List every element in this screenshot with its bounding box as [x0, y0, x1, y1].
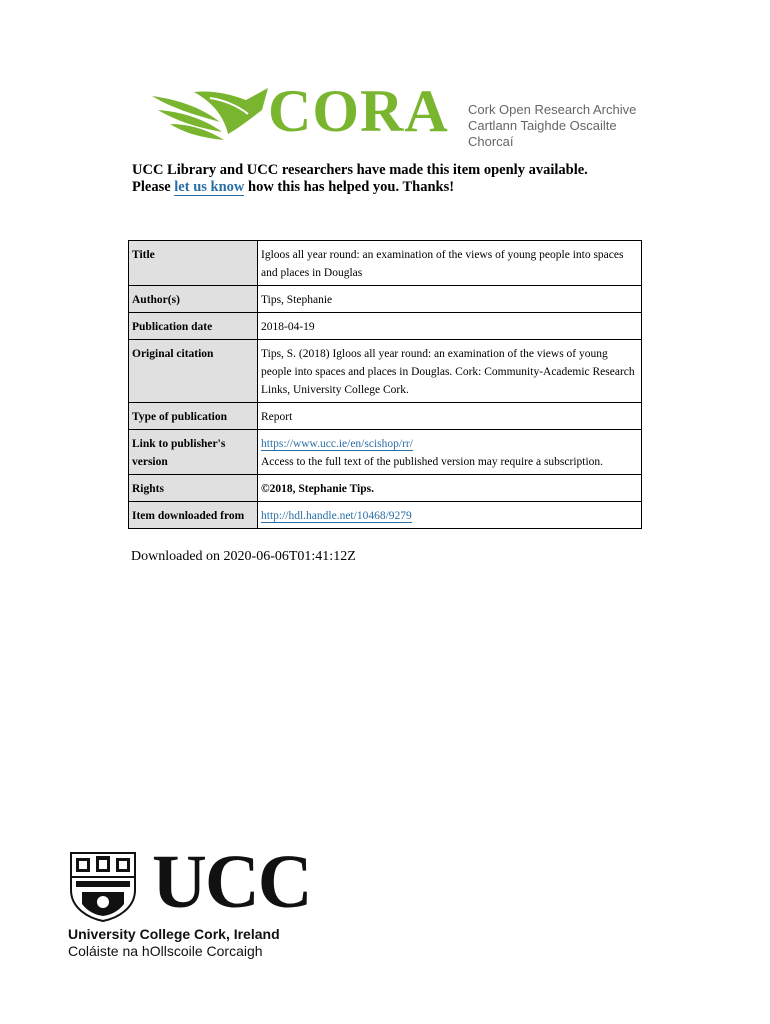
cora-subtitle — [468, 102, 660, 150]
table-row — [129, 313, 642, 340]
table-row — [129, 241, 642, 286]
cora-wordmark: CORA — [268, 78, 449, 144]
ucc-name-en: University College Cork, Ireland — [68, 926, 280, 942]
publisher-link-cell — [258, 430, 642, 475]
let-us-know-link[interactable]: let us know — [174, 179, 245, 195]
table-row — [129, 403, 642, 430]
table-row — [129, 286, 642, 313]
cora-subtitle-en: Cork Open Research Archive — [468, 102, 637, 117]
authors-label: Author(s) — [129, 286, 258, 313]
publisher-link[interactable]: https://www.ucc.ie/en/scishop/rr/ — [261, 438, 413, 450]
cora-logo — [150, 78, 660, 149]
rights-value: ©2018, Stephanie Tips. — [258, 475, 642, 502]
notice-line-2-after: how this has helped you. Thanks! — [244, 179, 455, 195]
pubdate-label: Publication date — [129, 313, 258, 340]
cora-leaves-icon — [150, 86, 270, 142]
table-row — [129, 502, 642, 529]
notice-line-2 — [132, 179, 652, 196]
notice-line-1: UCC Library and UCC researchers have made this item openly available. — [132, 162, 588, 178]
table-row — [129, 475, 642, 502]
publisher-link-label: Link to publisher's version — [129, 430, 258, 475]
item-downloaded-from-label: Item downloaded from — [129, 502, 258, 529]
notice-line-2-before: Please — [132, 179, 175, 195]
ucc-wordmark: UCC — [152, 840, 311, 924]
cora-subtitle-ga: Cartlann Taighde Oscailte Chorcaí — [468, 118, 617, 149]
table-row — [129, 430, 642, 475]
ucc-crest-icon — [68, 850, 138, 922]
type-value: Report — [258, 403, 642, 430]
citation-label: Original citation — [129, 340, 258, 403]
pubdate-value: 2018-04-19 — [258, 313, 642, 340]
rights-label: Rights — [129, 475, 258, 502]
title-value: Igloos all year round: an examination of the views of young people into spaces and places in Douglas — [258, 241, 642, 286]
availability-notice — [132, 162, 652, 196]
citation-value: Tips, S. (2018) Igloos all year round: an examination of the views of young people into spaces and places in Douglas. Cork: Community-Academic Research Links, University College Cork. — [258, 340, 642, 403]
type-label: Type of publication — [129, 403, 258, 430]
ucc-logo — [68, 840, 318, 960]
handle-link[interactable]: http://hdl.handle.net/10468/9279 — [261, 510, 412, 522]
table-row — [129, 340, 642, 403]
publisher-access-note: Access to the full text of the published version may require a subscription. — [261, 456, 604, 468]
metadata-table — [128, 240, 642, 529]
ucc-name-ga: Coláiste na hOllscoile Corcaigh — [68, 943, 263, 959]
downloaded-on: Downloaded on 2020-06-06T01:41:12Z — [131, 549, 356, 564]
authors-value: Tips, Stephanie — [258, 286, 642, 313]
title-label: Title — [129, 241, 258, 286]
item-downloaded-from-cell — [258, 502, 642, 529]
